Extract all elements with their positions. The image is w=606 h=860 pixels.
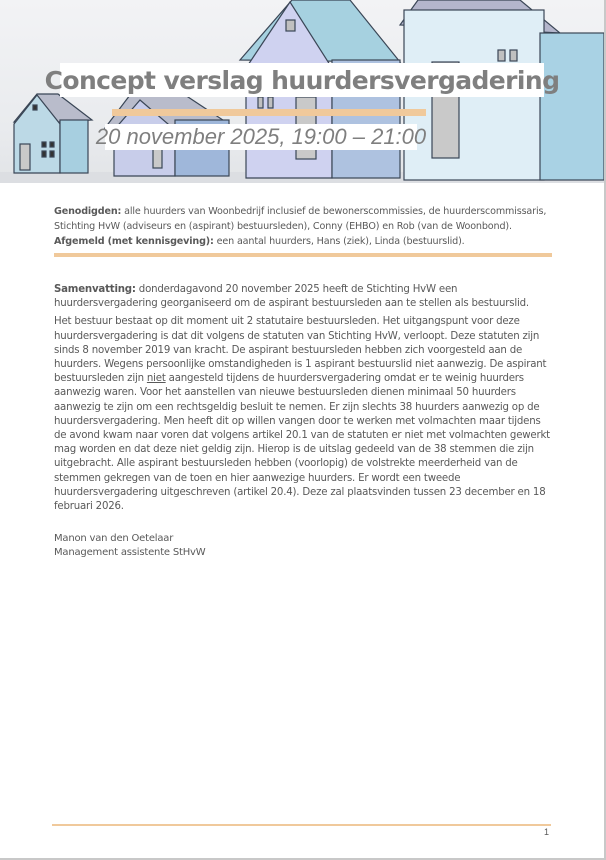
document-title: Concept verslag huurdersvergadering xyxy=(44,65,560,95)
title-divider xyxy=(112,109,426,116)
summary-emphasis: niet xyxy=(146,373,166,385)
summary-body-part1: Het bestuur bestaat op dit moment uit 2 statutaire bestuursleden. Het uitgangspunt voor deze huurdersvergadering is dat dit volgens de statuten van Stichting HvW, verloopt. Deze statuten zijn sinds 8 november 2019 van kracht. De aspirant bestuursleden hebben zich voorgesteld aan de huurders. Wegens persoonlijke omstandigheden is 1 aspirant bestuurslid niet aanwezig. De aspirant bestuursleden zijn xyxy=(54,316,547,385)
signature-name: Manon van den Oetelaar xyxy=(54,533,174,544)
invited-label: Genodigden: xyxy=(54,206,122,217)
summary-body xyxy=(54,315,554,514)
absent-line xyxy=(54,234,554,249)
signature-block xyxy=(54,532,554,560)
section-divider xyxy=(54,253,552,257)
invited-line xyxy=(54,204,554,234)
absent-label: Afgemeld (met kennisgeving): xyxy=(54,236,214,247)
title-box xyxy=(44,63,560,97)
summary-body-part2: aangesteld tijdens de huurdersvergadering omdat er te weinig huurders aanwezig waren. Voor het aanstellen van nieuwe bestuursleden dienen minimaal 50 huurders aanwezig te zijn om een rechtsgeldig besluit te nemen. Er zijn slechts 38 huurders aanwezig op de huurdersvergadering. Men heeft dit op willen vangen door te werken met volmachten maar tijdens de avond kwam naar voren dat volgens artikel 20.1 van de statuten er niet met volmachten gewerkt mag worden en dat deze niet geldig zijn. Hierop is de uitslag gedeeld van de 38 stemmen die zijn uitgebracht. Alle aspirant bestuursleden hebben (voorlopig) de volstrekte meerderheid van de stemmen gekregen van de toen en hier aanwezige huurders. Er wordt een tweede huurdersvergadering uitgeschreven (artikel 20.4). Deze zal plaatsvinden tussen 23 december en 18 februari 2026. xyxy=(54,373,550,513)
date-box xyxy=(95,124,427,150)
house-small xyxy=(14,94,92,173)
attendance-section xyxy=(54,204,554,249)
footer-divider xyxy=(52,824,551,826)
header-banner xyxy=(0,0,604,183)
page-number: 1 xyxy=(544,827,550,837)
summary-label: Samenvatting: xyxy=(54,284,136,295)
signature-role: Management assistente StHvW xyxy=(54,547,206,558)
absent-text: een aantal huurders, Hans (ziek), Linda (bestuurslid). xyxy=(213,236,465,247)
invited-text: alle huurders van Woonbedrijf inclusief de bewonerscommissies, de huurderscommissaris, Stichting HvW (adviseurs en (aspirant) bestuursleden), Conny (EHBO) en Rob (van de Woonbond). xyxy=(54,206,547,232)
summary-intro-text: donderdagavond 20 november 2025 heeft de Stichting HvW een huurdersvergadering georganiseerd om de aspirant bestuursleden aan te stellen als bestuurslid. xyxy=(54,284,529,310)
summary-intro xyxy=(54,283,554,311)
meeting-date-time: 20 november 2025, 19:00 – 21:00 xyxy=(95,124,427,149)
summary-section xyxy=(54,283,554,518)
